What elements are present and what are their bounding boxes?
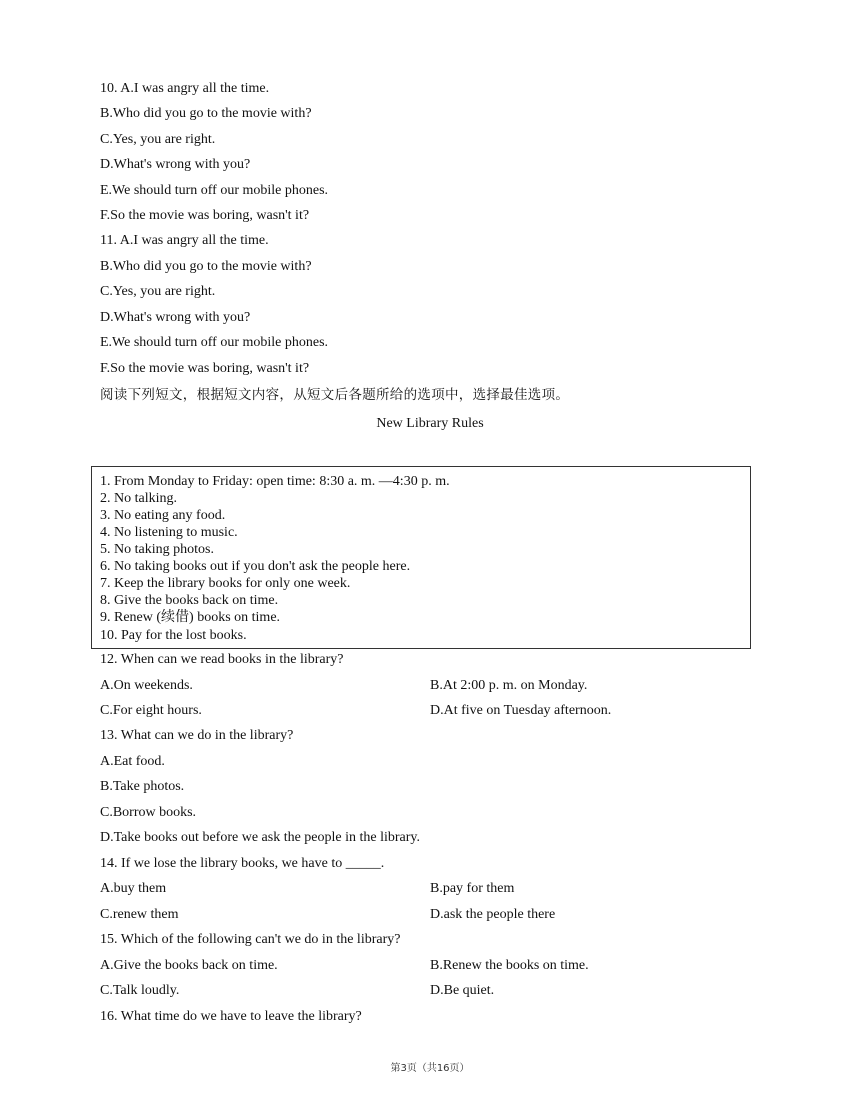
q13-option-a: A.Eat food. bbox=[100, 754, 165, 769]
q12-option-d: D.At five on Tuesday afternoon. bbox=[430, 703, 612, 718]
rule-item: 2. No talking. bbox=[100, 491, 177, 506]
rule-item: 8. Give the books back on time. bbox=[100, 593, 279, 608]
q15-stem: 15. Which of the following can't we do in the library? bbox=[100, 932, 401, 947]
q12-option-a: A.On weekends. bbox=[100, 678, 193, 693]
passage-title: New Library Rules bbox=[376, 416, 484, 431]
q15-option-a: A.Give the books back on time. bbox=[100, 958, 278, 973]
rule-item: 3. No eating any food. bbox=[100, 508, 226, 523]
rule-item: 4. No listening to music. bbox=[100, 525, 238, 540]
q10-option-f: F.So the movie was boring, wasn't it? bbox=[100, 208, 310, 223]
q13-option-c: C.Borrow books. bbox=[100, 805, 197, 820]
q13-option-d: D.Take books out before we ask the people in the library. bbox=[100, 830, 421, 845]
q10-option-a: 10. A.I was angry all the time. bbox=[100, 81, 270, 96]
q10-option-e: E.We should turn off our mobile phones. bbox=[100, 183, 329, 198]
q15-option-c: C.Talk loudly. bbox=[100, 983, 180, 998]
q11-option-d: D.What's wrong with you? bbox=[100, 310, 251, 325]
q15-option-d: D.Be quiet. bbox=[430, 983, 495, 998]
q13-option-b: B.Take photos. bbox=[100, 779, 185, 794]
q11-option-e: E.We should turn off our mobile phones. bbox=[100, 335, 329, 350]
q13-stem: 13. What can we do in the library? bbox=[100, 728, 294, 743]
q14-option-d: D.ask the people there bbox=[430, 907, 556, 922]
rule-item: 1. From Monday to Friday: open time: 8:30 a. m. —4:30 p. m. bbox=[100, 474, 450, 489]
q11-option-b: B.Who did you go to the movie with? bbox=[100, 259, 312, 274]
q10-option-b: B.Who did you go to the movie with? bbox=[100, 106, 312, 121]
reading-instruction: 阅读下列短文，根据短文内容，从短文后各题所给的选项中，选择最佳选项。 bbox=[100, 387, 570, 403]
q15-option-b: B.Renew the books on time. bbox=[430, 958, 589, 973]
q11-option-a: 11. A.I was angry all the time. bbox=[100, 233, 269, 248]
q11-option-f: F.So the movie was boring, wasn't it? bbox=[100, 361, 310, 376]
q14-option-b: B.pay for them bbox=[430, 881, 515, 896]
q12-stem: 12. When can we read books in the library? bbox=[100, 652, 344, 667]
rule-item: 10. Pay for the lost books. bbox=[100, 628, 247, 643]
rule-item: 6. No taking books out if you don't ask the people here. bbox=[100, 559, 411, 574]
q12-option-c: C.For eight hours. bbox=[100, 703, 202, 718]
q11-option-c: C.Yes, you are right. bbox=[100, 284, 216, 299]
q10-option-c: C.Yes, you are right. bbox=[100, 132, 216, 147]
q10-option-d: D.What's wrong with you? bbox=[100, 157, 251, 172]
q14-stem: 14. If we lose the library books, we have to _____. bbox=[100, 856, 385, 871]
page-footer: 第3页（共16页） bbox=[390, 1063, 470, 1074]
q12-option-b: B.At 2:00 p. m. on Monday. bbox=[430, 678, 588, 693]
q14-option-c: C.renew them bbox=[100, 907, 179, 922]
q16-stem: 16. What time do we have to leave the library? bbox=[100, 1009, 362, 1024]
library-rules-box bbox=[91, 466, 751, 649]
rule-item: 7. Keep the library books for only one week. bbox=[100, 576, 351, 591]
rule-item: 9. Renew (续借) books on time. bbox=[100, 610, 281, 625]
rule-item: 5. No taking photos. bbox=[100, 542, 214, 557]
q14-option-a: A.buy them bbox=[100, 881, 167, 896]
